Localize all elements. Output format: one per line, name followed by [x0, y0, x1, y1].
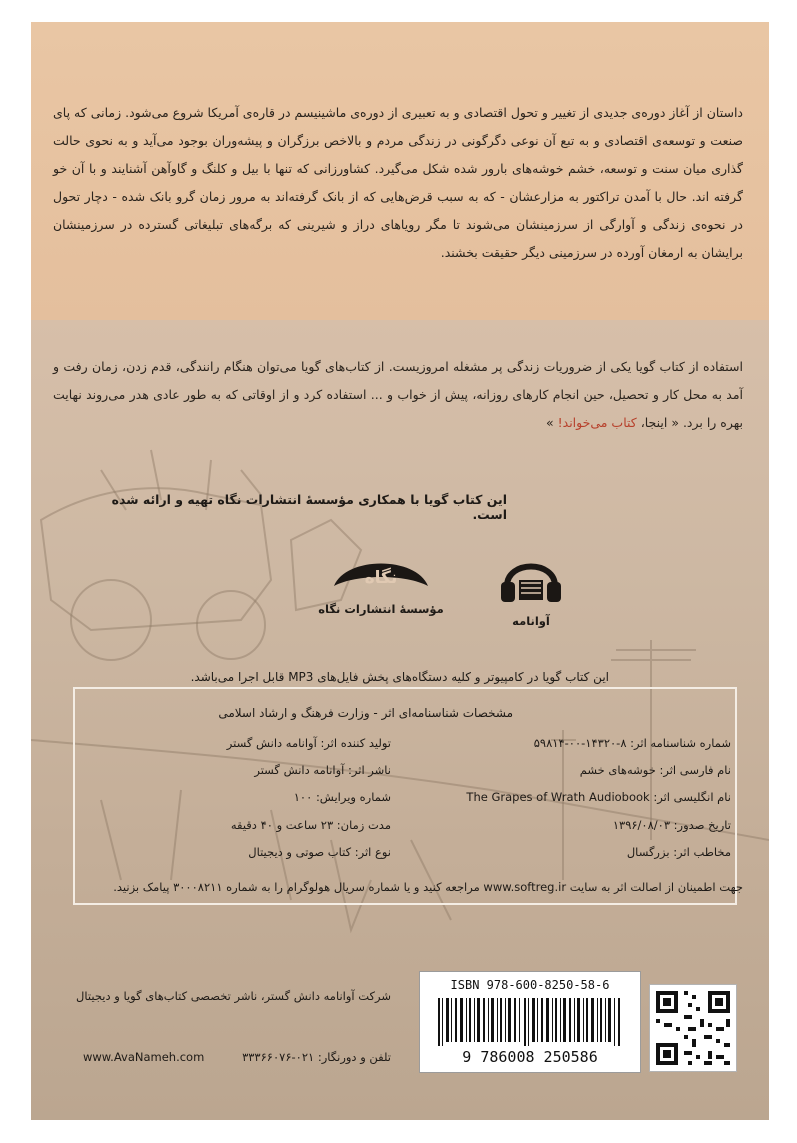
info-label: تاریخ صدور:	[673, 818, 731, 832]
info-value: آوانامه دانش گستر	[226, 736, 317, 750]
info-row-left	[231, 818, 391, 832]
barcode-bars	[438, 998, 622, 1046]
info-value: ۱۰۰	[293, 790, 313, 804]
info-value: ۵۹۸۱۴-۰۰-۱۴۳۲۰-۸	[533, 736, 627, 750]
info-value: خوشه‌های خشم	[579, 763, 656, 777]
book-back-cover	[31, 22, 769, 1120]
info-label: نام انگلیسی اثر:	[653, 790, 731, 804]
info-value: آوانامه دانش گستر	[254, 763, 345, 777]
info-label: شماره شناسنامه اثر:	[630, 736, 731, 750]
publisher-name: شرکت آوانامه دانش گستر، ناشر تخصصی کتاب‌های گویا و دیجیتال	[76, 989, 391, 1003]
verify-site-link[interactable]: www.softreg.ir	[483, 880, 567, 894]
info-value: ۲۳ ساعت و ۴۰ دقیقه	[230, 818, 334, 832]
negah-logo	[316, 550, 446, 616]
info-row-right	[627, 845, 731, 859]
negah-caption: مؤسسهٔ انتشارات نگاه	[318, 602, 444, 616]
info-label: تولید کننده اثر:	[320, 736, 391, 750]
headphones-icon	[495, 550, 567, 608]
info-title: مشخصات شناسنامه‌ای اثر - وزارت فرهنگ و ارشاد اسلامی	[218, 706, 513, 720]
info-value: بزرگسال	[626, 845, 670, 859]
info-row-right	[613, 818, 731, 832]
verify-text-end: مراجعه کنید و یا شماره سریال هولوگرام را به شماره ۳۰۰۰۸۲۱۱ پیامک بزنید.	[113, 880, 484, 894]
highlight-text: کتاب می‌خواند!	[557, 414, 637, 430]
info-value: The Grapes of Wrath Audiobook	[466, 790, 650, 804]
isbn-number: 9 786008 250586	[462, 1048, 598, 1066]
publisher-phone: تلفن و دورنگار: ۰۲۱-۳۳۳۶۶۰۷۶	[242, 1050, 391, 1064]
info-row-right	[580, 763, 731, 777]
authenticity-note	[53, 880, 743, 894]
negah-logo-text: نگاه	[364, 568, 398, 588]
audiobook-text-end: »	[546, 414, 558, 430]
audiobook-text: استفاده از کتاب گویا یکی از ضروریات زندگی پر مشغله امروزیست. از کتاب‌های گویا می‌توان هنگام رانندگی، قدم زدن، زمان رفت و آمد به محل کار و تحصیل، حین انجام کارهای روزانه، پیش از خواب و ... استفاده کرد و از اوقاتی که به طور عادی هدر می‌روند نهایت بهره را برد. « اینجا،	[53, 358, 743, 430]
info-label: ناشر اثر:	[348, 763, 391, 777]
info-row-left	[254, 763, 391, 777]
isbn-label: ISBN 978-600-8250-58-6	[450, 978, 610, 992]
info-label: شماره ویرایش:	[315, 790, 391, 804]
info-label: نام فارسی اثر:	[659, 763, 731, 777]
mp3-compatibility-note: این کتاب گویا در کامپیوتر و کلیه دستگاه‌های پخش فایل‌های MP3 قابل اجرا می‌باشد.	[190, 670, 609, 684]
info-label: نوع اثر:	[354, 845, 391, 859]
info-row-left	[294, 790, 391, 804]
info-value: کتاب صوتی و دیجیتال	[248, 845, 352, 859]
info-row-right	[466, 790, 731, 804]
verify-text: جهت اطمینان از اصالت اثر به سایت	[566, 880, 743, 894]
cooperation-note: این کتاب گویا با همکاری مؤسسهٔ انتشارات نگاه تهیه و ارائه شده است.	[111, 492, 507, 522]
info-label: مدت زمان:	[336, 818, 391, 832]
avaname-caption: آوانامه	[512, 614, 550, 628]
isbn-barcode	[419, 971, 641, 1073]
info-value: ۱۳۹۶/۰۸/۰۳	[612, 818, 671, 832]
info-row-left	[248, 845, 391, 859]
qr-code	[649, 984, 737, 1072]
negah-logo-mark	[326, 550, 436, 596]
story-description: داستان از آغاز دوره‌ی جدیدی از تغییر و تحول اقتصادی و به تعبیری از دوره‌ی ماشینیسم در قاره‌ی آمریکا شروع می‌شود. زمانی که پای صنعت و توسعه‌ی اقتصادی و به تبع آن نوعی دگرگونی در زندگی مردم و بالاخص برزگران و پیشه‌وران بوجود می‌آید و به نحوی حالت گذاری میان سنت و توسعه، خشم خوشه‌های بارور شده شکل می‌گیرد. کشاورزانی که تنها با بیل و کلنگ و گاوآهن آشنایند و با آن خو گرفته اند. حال با آمدن تراکتور به مزارعشان - که به سبب قرض‌هایی که از بانک گرفته‌اند به مرور زمان گرو بانک شده - دچار تحول در نحوه‌ی زندگی و آوارگی از سرزمینشان می‌شوند تا مگر رویاهای دراز و شیرینی که برگه‌های تبلیغاتی گسترده در سرزمینشان برایشان به ارمغان آورده در سرزمینی دیگر حقیقت بخشند.	[53, 104, 743, 260]
info-row-right	[534, 736, 731, 750]
info-row-left	[227, 736, 391, 750]
info-label: مخاطب اثر:	[673, 845, 731, 859]
publisher-website[interactable]: www.AvaNameh.com	[83, 1050, 205, 1064]
avaname-logo	[486, 550, 576, 628]
audiobook-description	[53, 353, 743, 437]
